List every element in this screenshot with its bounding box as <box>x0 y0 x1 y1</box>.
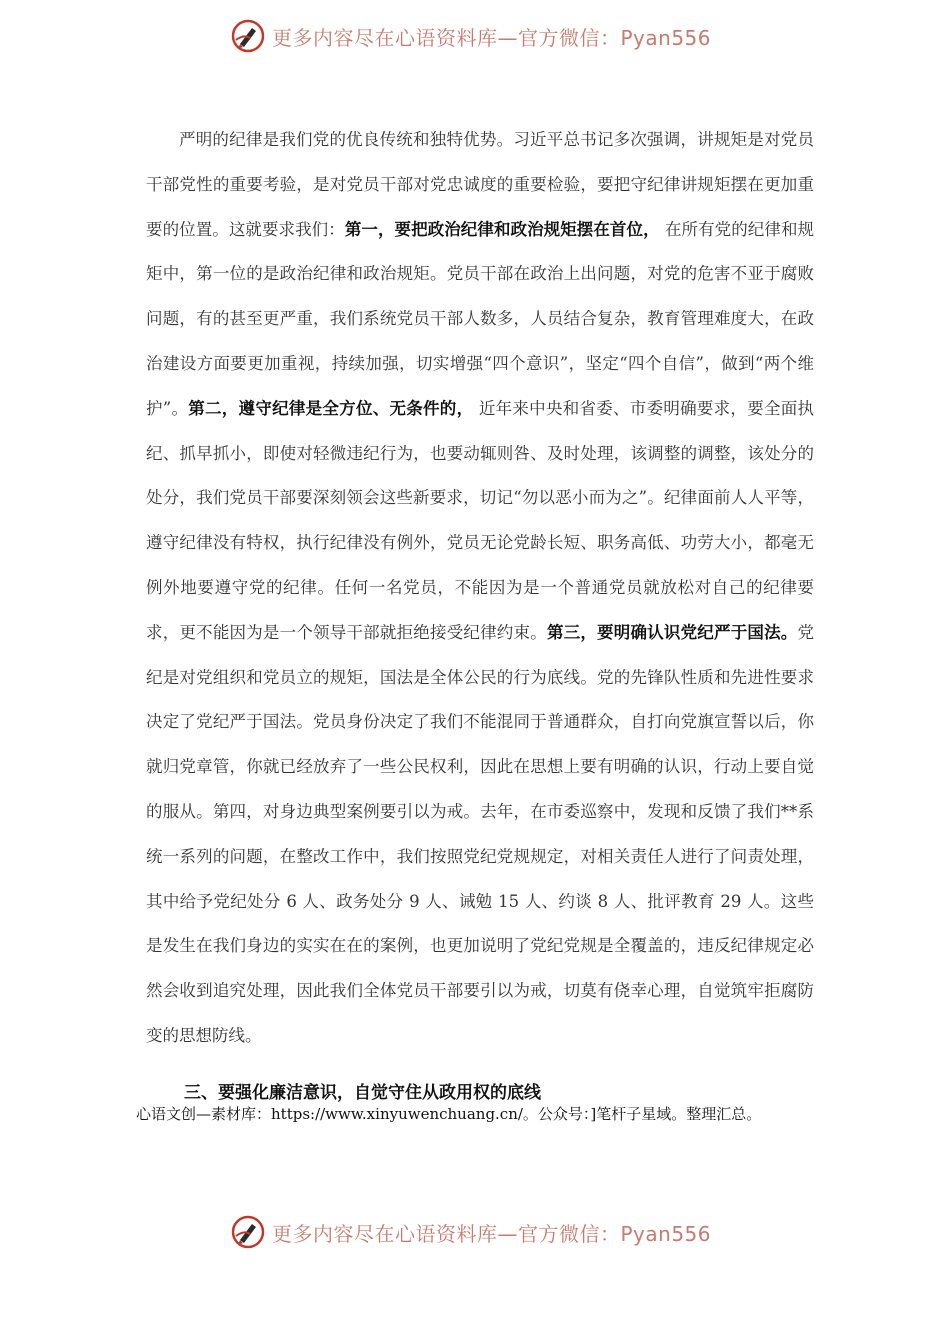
document-body <box>146 118 814 1059</box>
pen-logo-icon <box>230 18 266 54</box>
banner-text: 更多内容尽在心语资料库—官方微信：Pyan556 <box>272 25 712 50</box>
body-paragraph <box>146 118 814 1059</box>
bold-point-1: 第一，要把政治纪律和政治规矩摆在首位， <box>344 219 660 239</box>
section-heading: 三、要强化廉洁意识，自觉守住从政用权的底线 <box>184 1083 541 1103</box>
paragraph-text: 党纪是对党组织和党员立的规矩，国法是全体公民的行为底线。党的先锋队性质和先进性要求决定了党纪严于国法。党员身份决定了我们不能混同于普通群众，自打向党旗宣誓以后，你就归党章管，你就已经放弃了一些公民权利，因此在思想上要有明确的认识，行动上要自觉的服从。第四，对身边典型案例要引以为戒。去年，在市委巡察中，发现和反馈了我们**系统一系列的问题，在整改工作中，我们按照党纪党规规定，对相关责任人进行了问责处理，其中给予党纪处分 6 人、政务处分 9 人、诫勉 15 人、约谈 8 人、批评教育 29 人。这些是发生在我们身边的实实在在的案例，也更加说明了党纪党规是全覆盖的，违反纪律规定必然会收到追究处理，因此我们全体党员干部要引以为戒，切莫有侥幸心理，自觉筑牢拒腐防变的思想防线。 <box>146 622 815 1045</box>
paragraph-text: 在所有党的纪律和规矩中，第一位的是政治纪律和政治规矩。党员干部在政治上出问题，对党的危害不亚于腐败问题，有的甚至更严重，我们系统党员干部人数多，人员结合复杂，教育管理难度大，在政治建设方面要更加重视，持续加强，切实增强“四个意识”，坚定“四个自信”，做到“两个维护”。 <box>146 219 815 418</box>
bold-point-3: 第三，要明确认识党纪严于国法。 <box>546 622 798 642</box>
header-banner <box>230 16 730 56</box>
paragraph-text: 近年来中央和省委、市委明确要求，要全面执纪、抓早抓小，即使对轻微违纪行为，也要动辄则咎、及时处理，该调整的调整，该处分的处分，我们党员干部要深刻领会这些新要求，切记“勿以恶小而为之”。纪律面前人人平等，遵守纪律没有特权，执行纪律没有例外，党员无论党龄长短、职务高低、功劳大小，都毫无例外地要遵守党的纪律。任何一名党员，不能因为是一个普通党员就放松对自己的纪律要求，更不能因为是一个领导干部就拒绝接受纪律约束。 <box>146 398 815 642</box>
banner-text: 更多内容尽在心语资料库—官方微信：Pyan556 <box>272 1221 712 1246</box>
bold-point-2: 第二，遵守纪律是全方位、无条件的， <box>188 398 474 418</box>
paragraph-text: 严明的纪律是我们党的优良传统和独特优势。习近平总书记多次强调，讲规矩是对党员干部党性的重要考验，是对党员干部对党忠诚度的重要检验，要把守纪律讲规矩摆在更加重要的位置。这就要求我们： <box>146 130 814 239</box>
source-note: 心语文创—素材库：https://www.xinyuwenchuang.cn/。公众号：]笔杆子星域。整理汇总。 <box>136 1105 762 1123</box>
footer-banner <box>230 1212 730 1252</box>
pen-logo-icon <box>230 1214 266 1250</box>
